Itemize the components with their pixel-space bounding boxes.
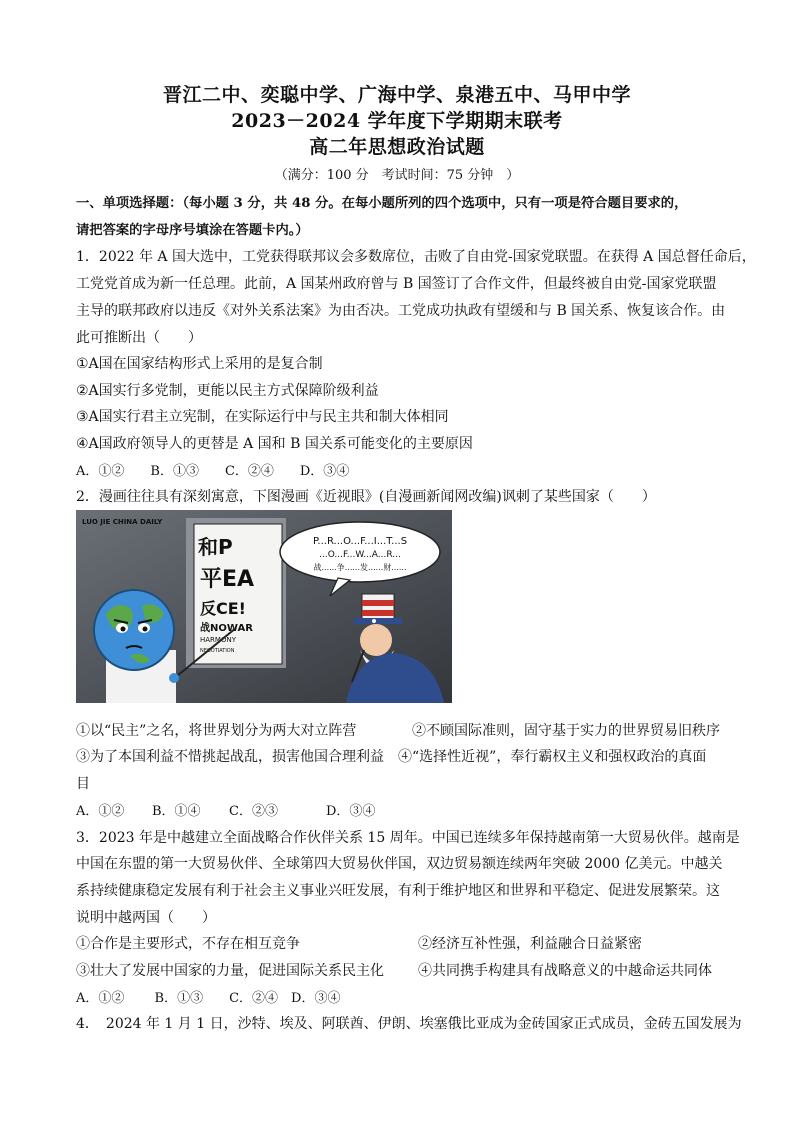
bubble-line-3: 战......争......发......财...... — [313, 563, 407, 572]
chart-row-1: 和P — [198, 535, 233, 559]
q3-stem-line: 说明中越两国（ ） — [76, 910, 216, 926]
q1-statement: ④A国政府领导人的更替是 A 国和 B 国关系可能变化的主要原因 — [76, 436, 473, 452]
q3-statement-2: ②经济互补性强，利益融合日益紧密 — [418, 936, 642, 952]
chart-row-2: 平EA — [200, 567, 255, 592]
q2-statement-1: ①以“民主”之名，将世界划分为两大对立阵营 — [76, 723, 357, 739]
q3-statement-3: ③壮大了发展中国家的力量，促进国际关系民主化 — [76, 963, 384, 979]
q2-statement-2: ②不顾国际准则，固守基于实力的世界贸易旧秩序 — [412, 723, 720, 739]
q2-statement-3: ③为了本国利益不惜挑起战乱，损害他国合理利益 — [76, 749, 384, 765]
section-heading-cont: 请把答案的字母序号填涂在答题卡内。） — [76, 223, 309, 238]
q3-statement-4: ④共同携手构建具有战略意义的中越命运共同体 — [418, 963, 712, 979]
chart-row-6: NEGOTIATION — [200, 648, 235, 654]
q1-statement: ②A国实行多党制，更能以民主方式保障阶级利益 — [76, 383, 379, 399]
exam-subject: 高二年思想政治试题 — [309, 136, 485, 158]
q1-statement: ③A国实行君主立宪制，在实际运行中与民主共和制大体相同 — [76, 409, 449, 425]
q2-choice-d: D．③④ — [326, 804, 376, 819]
q3-choices: A．①② B．①③ C．②④ D．③④ — [76, 991, 341, 1006]
q3-stem-line: 3．2023 年是中越建立全面战略合作伙伴关系 15 周年。中国已连续多年保持越南第一大贸易伙伴。越南是 — [76, 830, 740, 846]
chart-row-3: 反CE! — [200, 599, 246, 618]
chart-row-5: HARMONY — [200, 636, 236, 644]
uncle-sam-hat — [362, 594, 394, 620]
q1-statement: ①A国在国家结构形式上采用的是复合制 — [76, 356, 323, 372]
uncle-sam-face — [360, 624, 392, 656]
cartoon-myopia — [76, 510, 452, 703]
q2-choice-a: A．①② — [76, 804, 125, 819]
section-heading: 一、单项选择题：（每小题 3 分，共 48 分。在每小题所列的四个选项中，只有一项是符合题目要求的， — [76, 196, 688, 211]
q1-stem-line: 此可推断出（ ） — [76, 330, 202, 346]
q2-statement-4: ④“选择性近视”，奉行霸权主义和强权政治的真面 — [398, 749, 707, 765]
q1-stem-line: 1．2022 年 A 国大选中，工党获得联邦议会多数席位，击败了自由党-国家党联盟。在获得 A 国总督任命后， — [76, 249, 756, 265]
exam-info: （满分：100 分 考试时间：75 分钟 ） — [274, 168, 520, 183]
q4-stem: 4． 2024 年 1 月 1 日，沙特、埃及、阿联酋、伊朗、埃塞俄比亚成为金砖国家正式成员，金砖五国发展为 — [76, 1016, 742, 1032]
q2-statement-4-cont: 目 — [76, 776, 90, 792]
bubble-line-1: P...R...O...F...I...T...S — [312, 536, 408, 547]
q2-choice-b: B．①④ — [152, 804, 201, 819]
cartoon-signature: LUO JIE CHINA DAILY — [82, 518, 163, 526]
school-names: 晋江二中、奕聪中学、广海中学、泉港五中、马甲中学 — [162, 84, 631, 106]
q3-stem-line: 中国在东盟的第一大贸易伙伴、全球第四大贸易伙伴国，双边贸易额连续两年突破 2000 亿美元。中越关 — [76, 856, 723, 872]
bubble-line-2: ...O...F...W...A...R... — [319, 550, 401, 560]
q3-stem-line: 系持续健康稳定发展有利于社会主义事业兴旺发展，有利于维护地区和世界和平稳定、促进发展繁荣。这 — [76, 883, 720, 899]
exam-term: 2023－2024 学年度下学期期末联考 — [231, 110, 563, 132]
chart-row-4: 战NOWAR — [200, 623, 253, 634]
q1-stem-line: 主导的联邦政府以违反《对外关系法案》为由否决。工党成功执政有望缓和与 B 国关系、恢复该合作。由 — [76, 303, 726, 319]
q1-choices: A．①② B．①③ C．②④ D．③④ — [76, 464, 350, 479]
q2-choice-c: C．②③ — [229, 804, 278, 819]
q2-stem: 2．漫画往往具有深刻寓意，下图漫画《近视眼》(自漫画新闻网改编)讽刺了某些国家（ ） — [76, 489, 656, 505]
q1-stem-line: 工党党首成为新一任总理。此前，A 国某州政府曾与 B 国签订了合作文件，但最终被自由党-国家党联盟 — [76, 276, 717, 292]
q3-statement-1: ①合作是主要形式，不存在相互竞争 — [76, 936, 300, 952]
